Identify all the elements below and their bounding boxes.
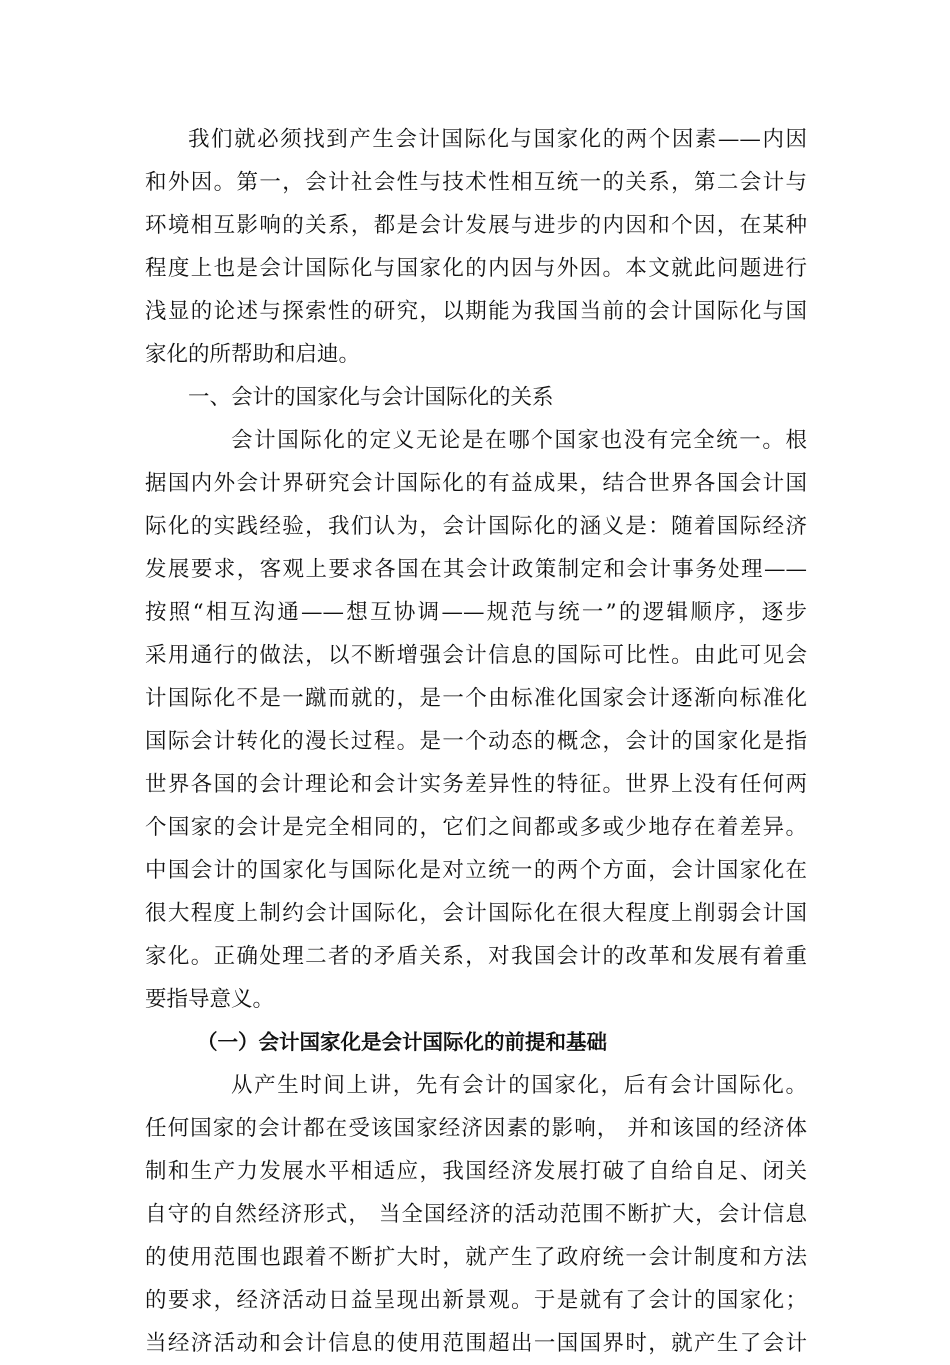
text-line: 自守的自然经济形式， 当全国经济的活动范围不断扩大，会计信息	[145, 1202, 807, 1227]
text-line: 要指导意义。	[145, 987, 275, 1012]
text-line: 当经济活动和会计信息的使用范围超出一国国界时，就产生了会计	[145, 1331, 807, 1356]
text-line: 个国家的会计是完全相同的，它们之间都或多或少地存在着差异。	[145, 815, 807, 840]
text-line: 和外因。第一，会计社会性与技术性相互统一的关系，第二会计与	[145, 170, 807, 195]
text-line: 任何国家的会计都在受该国家经济因素的影响， 并和该国的经济体	[145, 1116, 807, 1141]
paragraph-definition	[145, 419, 807, 1021]
text-line: 采用通行的做法，以不断增强会计信息的国际可比性。由此可见会	[145, 643, 807, 668]
text-line: 环境相互影响的关系，都是会计发展与进步的内因和个因，在某种	[145, 213, 807, 238]
text-line: 浅显的论述与探索性的研究，以期能为我国当前的会计国际化与国	[145, 299, 807, 324]
section-title: 一、会计的国家化与会计国际化的关系	[188, 385, 554, 410]
text-line: 制和生产力发展水平相适应，我国经济发展打破了自给自足、闭关	[145, 1159, 807, 1184]
section-heading	[145, 376, 807, 419]
text-line: 计国际化不是一蹴而就的，是一个由标准化国家会计逐渐向标准化	[145, 686, 807, 711]
text-line: 的使用范围也跟着不断扩大时，就产生了政府统一会计制度和方法	[145, 1245, 807, 1270]
text-line: 发展要求，客观上要求各国在其会计政策制定和会计事务处理——	[145, 557, 807, 582]
subsection-title: （一）会计国家化是会计国际化的前提和基础	[197, 1030, 607, 1054]
subsection-heading	[145, 1021, 807, 1064]
text-line: 的要求，经济活动日益呈现出新景观。于是就有了会计的国家化；	[145, 1288, 807, 1313]
text-line: 际化的实践经验，我们认为，会计国际化的涵义是：随着国际经济	[145, 514, 807, 539]
text-line: 按照“相互沟通——想互协调——规范与统一”的逻辑顺序，逐步	[145, 600, 807, 625]
text-line: 中国会计的国家化与国际化是对立统一的两个方面，会计国家化在	[145, 858, 807, 883]
text-line: 家化的所帮助和启迪。	[145, 342, 361, 367]
text-line: 家化。正确处理二者的矛盾关系，对我国会计的改革和发展有着重	[145, 944, 807, 969]
text-line: 会计国际化的定义无论是在哪个国家也没有完全统一。根	[231, 428, 807, 453]
paragraph-intro	[145, 118, 807, 376]
text-line: 世界各国的会计理论和会计实务差异性的特征。世界上没有任何两	[145, 772, 807, 797]
text-line: 很大程度上制约会计国际化，会计国际化在很大程度上削弱会计国	[145, 901, 807, 926]
document-page	[145, 118, 807, 1365]
text-line: 据国内外会计界研究会计国际化的有益成果，结合世界各国会计国	[145, 471, 807, 496]
paragraph-subsection-body	[145, 1064, 807, 1365]
text-line: 我们就必须找到产生会计国际化与国家化的两个因素——内因	[188, 127, 807, 152]
text-line: 程度上也是会计国际化与国家化的内因与外因。本文就此问题进行	[145, 256, 807, 281]
text-line: 从产生时间上讲，先有会计的国家化，后有会计国际化。	[231, 1073, 807, 1098]
text-line: 国际会计转化的漫长过程。是一个动态的概念，会计的国家化是指	[145, 729, 807, 754]
